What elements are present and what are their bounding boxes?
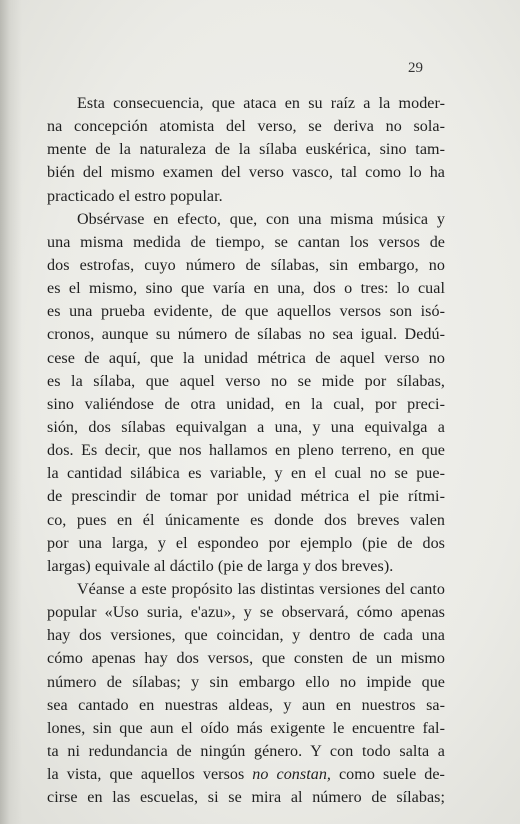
text-line: sea cantado en nuestras aldeas, y aun en nuestros sa- (47, 696, 445, 714)
text-line: por una larga, y el espondeo por ejemplo (pie de dos (47, 534, 445, 552)
text-line: la cantidad silábica es variable, y en el cual no se pue- (47, 465, 445, 483)
text-line-segment: la vista, que aquellos versos (47, 766, 253, 784)
text-line (47, 763, 445, 786)
text-line: de prescindir de tomar por unidad métrica el pie rítmi- (47, 488, 445, 506)
text-line: es la sílaba, que aquel verso no se mide por sílabas, (47, 372, 445, 390)
text-line: dos. Es decir, que nos hallamos en pleno terreno, en que (47, 442, 445, 460)
text-line: Esta consecuencia, que ataca en su raíz a la moder- (77, 95, 445, 112)
text-line: ta ni redundancia de ningún género. Y con todo salta a (47, 742, 445, 760)
text-line: cirse en las escuelas, si se mira al número de sílabas; (47, 789, 445, 807)
text-line: popular «Uso suria, e'azu», y se observará, cómo apenas (47, 604, 445, 622)
text-line: es el mismo, sino que varía en una, dos o tres: lo cual (47, 280, 445, 298)
text-line-segment: como suele de- (330, 766, 445, 784)
binding-gutter-shadow (0, 0, 22, 824)
text-line: sino valiéndose de otra unidad, en la cual, por preci- (47, 395, 445, 413)
text-line: co, pues en él únicamente es donde dos breves valen (47, 511, 445, 529)
text-line: na concepción atomista del verso, se deriva no sola- (47, 118, 445, 136)
text-line: cronos, aunque su número de sílabas no sea igual. Dedú- (47, 326, 445, 344)
text-line: mente de la naturaleza de la sílaba euskérica, sino tam- (47, 141, 445, 159)
page-number: 29 (408, 60, 423, 76)
text-line: sión, dos sílabas equivalgan a una, y una equivalga a (47, 418, 445, 436)
text-line: bién del mismo examen del verso vasco, tal como lo ha (47, 164, 445, 182)
text-line: dos estrofas, cuyo número de sílabas, sin embargo, no (47, 256, 445, 274)
text-line: hay dos versiones, que coincidan, y dentro de cada una (47, 627, 445, 645)
text-line: es una prueba evidente, de que aquellos versos son isó- (47, 303, 445, 321)
body-text (47, 92, 445, 809)
text-line: largas) equivale al dáctilo (pie de larga y dos breves). (47, 557, 394, 575)
text-line: cómo apenas hay dos versos, que consten de un mismo (47, 650, 445, 668)
italic-phrase: no constan, (252, 766, 331, 784)
text-line: una misma medida de tiempo, se cantan los versos de (47, 233, 445, 251)
text-line: cese de aquí, que la unidad métrica de aquel verso no (47, 349, 445, 367)
text-line: lones, sin que aun el oído más exigente le encuentre fal- (47, 719, 445, 737)
text-line: número de sílabas; y sin embargo ello no impide que (47, 673, 445, 691)
text-line: Obsérvase en efecto, que, con una misma música y (77, 210, 445, 228)
text-line: practicado el estro popular. (47, 187, 223, 205)
text-line: Véanse a este propósito las distintas versiones del canto (77, 580, 445, 598)
